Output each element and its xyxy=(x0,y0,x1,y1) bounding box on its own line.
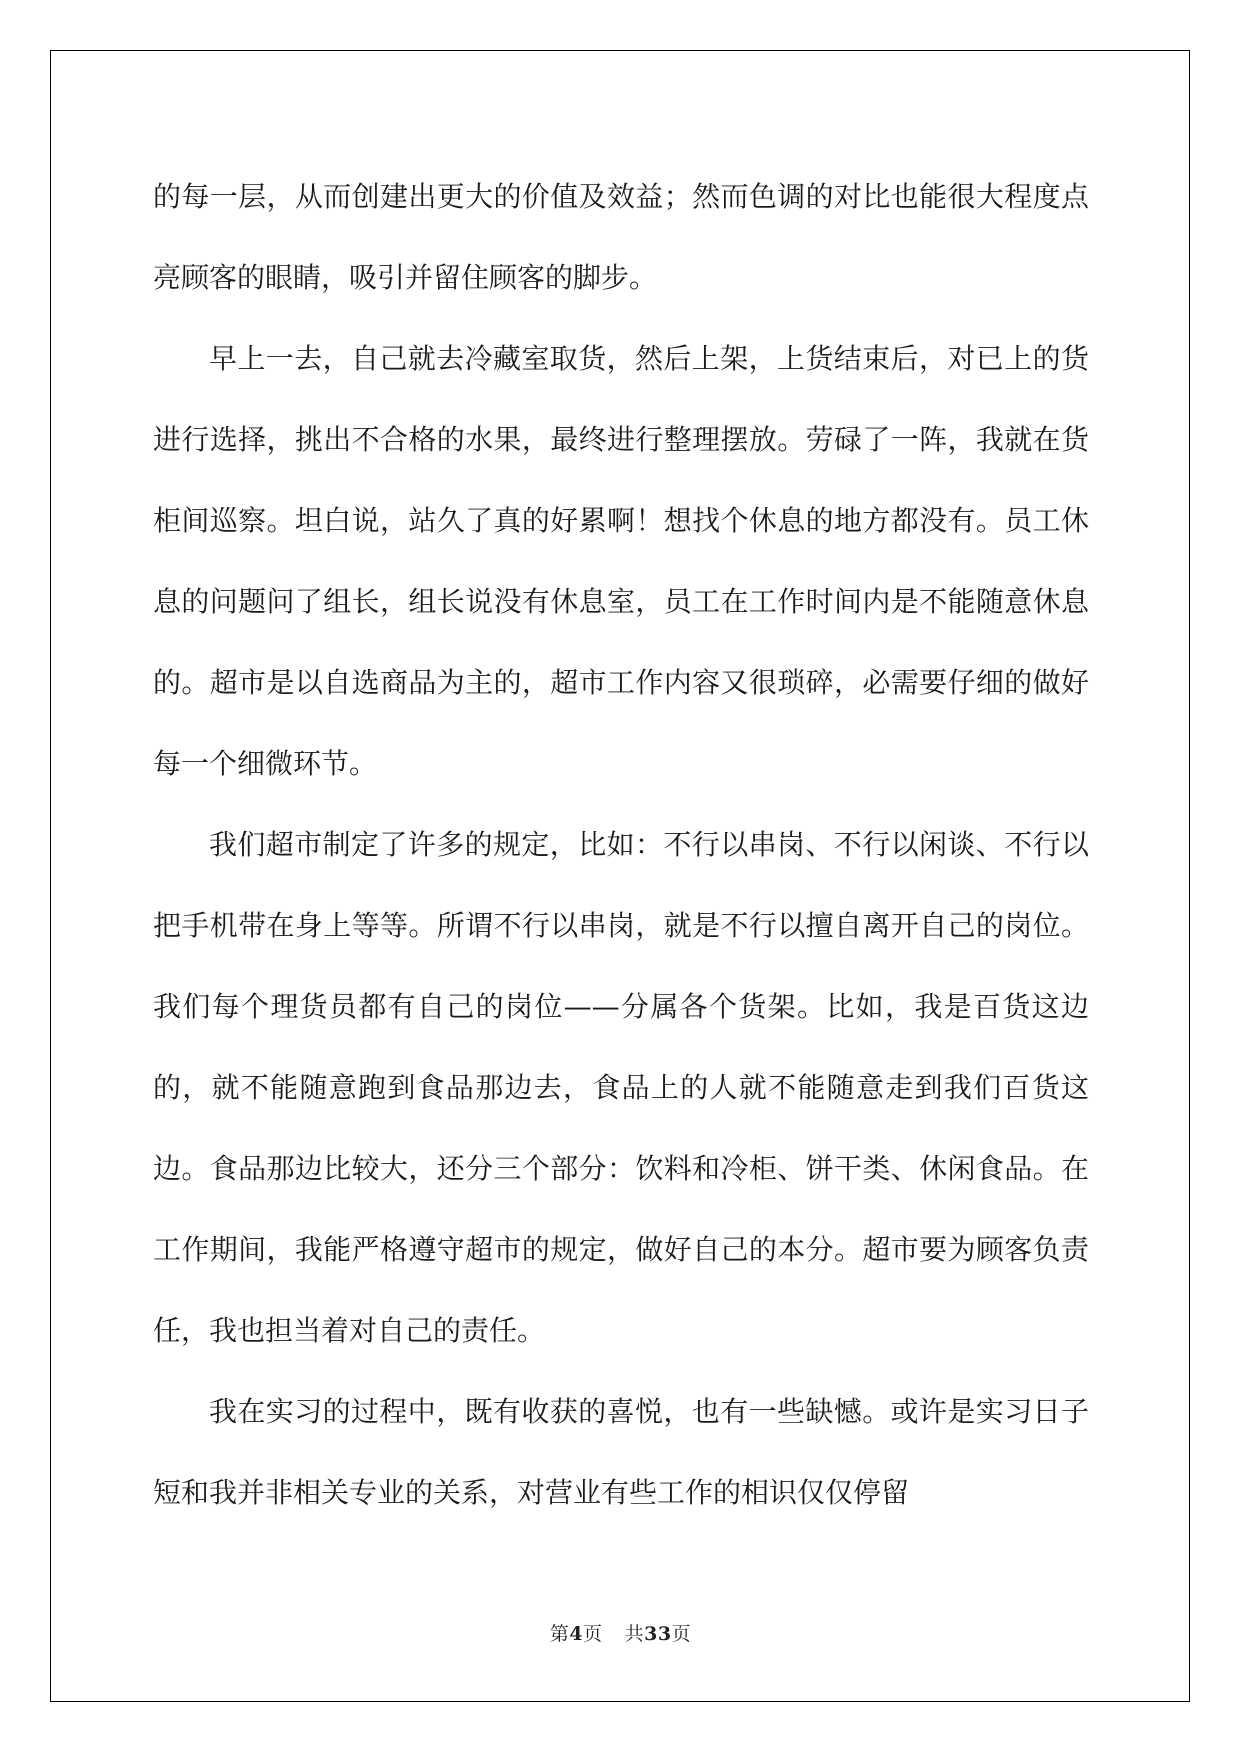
page-suffix: 页 xyxy=(583,1623,603,1645)
page-number: 4 xyxy=(569,1623,584,1645)
paragraph-2: 早上一去，自己就去冷藏室取货，然后上架，上货结束后，对已上的货进行选择，挑出不合格的水果，最终进行整理摆放。劳碌了一阵，我就在货柜间巡察。坦白说，站久了真的好累啊！想找个休息的地方都没有。员工休息的问题问了组长，组长说没有休息室，员工在工作时间内是不能随意休息的。超市是以自选商品为主的，超市工作内容又很琐碎，必需要仔细的做好每一个细微环节。 xyxy=(153,342,1089,780)
paragraph-1: 的每一层，从而创建出更大的价值及效益；然而色调的对比也能很大程度点亮顾客的眼睛，吸引并留住顾客的脚步。 xyxy=(153,180,1089,294)
paragraph-4: 我在实习的过程中，既有收获的喜悦，也有一些缺憾。或许是实习日子短和我并非相关专业的关系，对营业有些工作的相识仅仅停留 xyxy=(153,1395,1089,1509)
total-suffix: 页 xyxy=(671,1623,692,1645)
document-body xyxy=(153,156,1089,1533)
page-prefix: 第 xyxy=(549,1623,570,1645)
paragraph-3: 我们超市制定了许多的规定，比如：不行以串岗、不行以闲谈、不行以把手机带在身上等等。所谓不行以串岗，就是不行以擅自离开自己的岗位。我们每个理货员都有自己的岗位——分属各个货架。比如，我是百货这边的，就不能随意跑到食品那边去，食品上的人就不能随意走到我们百货这边。食品那边比较大，还分三个部分：饮料和冷柜、饼干类、休闲食品。在工作期间，我能严格遵守超市的规定，做好自己的本分。超市要为顾客负责任，我也担当着对自己的责任。 xyxy=(153,828,1089,1347)
page-footer xyxy=(0,1619,1241,1646)
total-prefix: 共 xyxy=(624,1623,645,1645)
total-pages: 33 xyxy=(644,1623,672,1645)
